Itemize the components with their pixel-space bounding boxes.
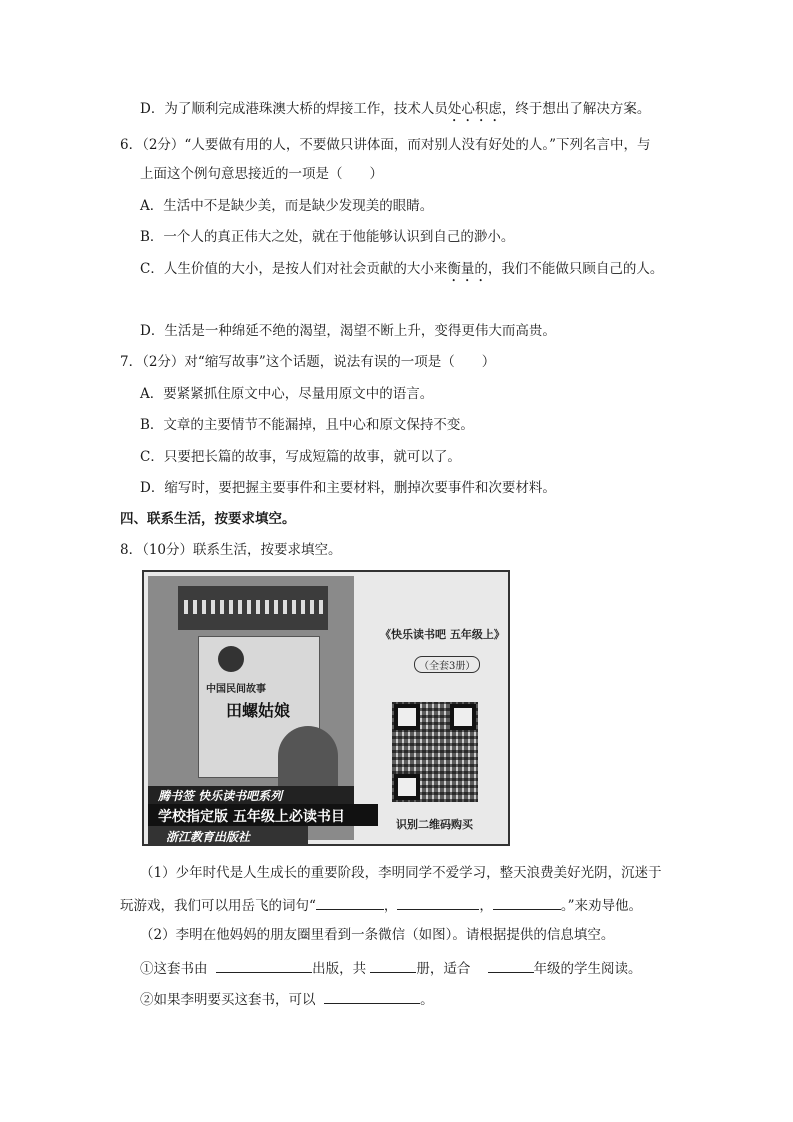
q8-part1-sep1: ，: [383, 898, 398, 914]
qr-corner-top-left: [394, 704, 420, 730]
q8-item2-text: ②如果李明要买这套书，可以: [140, 992, 316, 1008]
qr-code-icon: [392, 702, 478, 802]
q5-option-d-text: D．为了顺利完成港珠澳大桥的焊接工作，技术人员: [140, 101, 448, 117]
series-band: [148, 786, 354, 804]
required-reading-band: [148, 804, 378, 826]
answer-blank-volumes[interactable]: [370, 958, 416, 973]
q6-option-d: D．生活是一种绵延不绝的渴望，渴望不断上升，变得更伟大而高贵。: [140, 323, 556, 339]
book-title: 田螺姑娘: [226, 701, 291, 720]
q7-stem: 7．（2分）对“缩写故事”这个话题，说法有误的一项是（ ）: [120, 354, 496, 370]
q8-part2-item2: [140, 989, 434, 1009]
q8-item1-text-c: 册，适合: [416, 961, 471, 977]
q8-part1-text: 玩游戏，我们可以用岳飞的词句“: [120, 898, 316, 914]
q7-option-a: A．要紧紧抓住原文中心，尽量用原文中的语言。: [140, 386, 434, 402]
answer-blank-2[interactable]: [397, 895, 479, 910]
answer-blank-3[interactable]: [493, 895, 561, 910]
wechat-ad-image: [142, 570, 510, 846]
q8-part2: （2）李明在他妈妈的朋友圈里看到一条微信（如图）。请根据提供的信息填空。: [140, 927, 615, 943]
q7-option-c: C．只要把长篇的故事，写成短篇的故事，就可以了。: [140, 449, 461, 465]
book-cover-stripes: [184, 600, 324, 614]
q7-option-b: B．文章的主要情节不能漏掉，且中心和原文保持不变。: [140, 417, 474, 433]
ad-set-title: 《快乐读书吧 五年级上》: [380, 628, 505, 641]
answer-blank-grade[interactable]: [488, 958, 534, 973]
qr-corner-bottom-left: [394, 774, 420, 800]
book-cover: [148, 576, 354, 844]
seal-icon: [218, 646, 244, 672]
series-band-text: 腾书签 快乐读书吧系列: [158, 789, 283, 803]
qr-corner-top-right: [450, 704, 476, 730]
q6-stem-line2: 上面这个例句意思接近的一项是（ ）: [140, 166, 383, 182]
q6-option-c-text: C．人生价值的大小，是按人们对社会贡献的大小来: [140, 261, 448, 277]
q6-option-c: [140, 260, 663, 285]
publisher-logo-text: 浙江教育出版社: [166, 830, 251, 844]
q5-option-d-emphasis: 处心积虑: [447, 101, 502, 117]
q5-option-d-end: ，终于想出了解决方案。: [501, 101, 651, 117]
q8-part1-line2: [120, 895, 642, 915]
q8-stem: 8．（10分）联系生活，按要求填空。: [120, 542, 342, 558]
q8-item1-text-d: 年级的学生阅读。: [533, 961, 642, 977]
q8-part1-sep2: ，: [479, 898, 493, 914]
section-heading: 四、联系生活，按要求填空。: [120, 511, 296, 527]
answer-blank-publisher[interactable]: [216, 958, 312, 973]
ad-set-count: （全套3册）: [414, 656, 480, 673]
qr-code-label: 识别二维码购买: [396, 818, 473, 831]
q8-item1-text-a: ①这套书由: [140, 961, 208, 977]
q8-part2-item1: [140, 958, 642, 978]
q5-option-d: [140, 100, 650, 125]
q6-option-c-end: ，我们不能做只顾自己的人。: [487, 261, 664, 277]
q8-part1-line1: （1）少年时代是人生成长的重要阶段，李明同学不爱学习，整天浪费美好光阴，沉迷于: [140, 865, 662, 881]
answer-blank-1[interactable]: [316, 895, 384, 910]
q6-option-b: B．一个人的真正伟大之处，就在于他能够认识到自己的渺小。: [140, 229, 515, 245]
answer-blank-purchase[interactable]: [324, 989, 420, 1004]
publisher-logo: [148, 826, 308, 846]
q8-item1-text-b: 出版，共: [312, 961, 367, 977]
q6-option-a: A．生活中不是缺少美，而是缺少发现美的眼睛。: [140, 198, 434, 214]
required-reading-text: 学校指定版 五年级上必读书目: [158, 809, 345, 825]
q8-part1-end: 。”来劝导他。: [560, 898, 643, 914]
q6-stem-line1: 6．（2分）“人要做有用的人，不要做只讲体面，而对别人没有好处的人。”下列名言中，与: [120, 137, 651, 153]
q7-option-d: D．缩写时，要把握主要事件和主要材料，删掉次要事件和次要材料。: [140, 480, 556, 496]
book-series-label: 中国民间故事: [206, 684, 266, 695]
q6-option-c-emphasis: 衡量的: [447, 261, 488, 277]
q8-item2-end: 。: [420, 992, 434, 1008]
